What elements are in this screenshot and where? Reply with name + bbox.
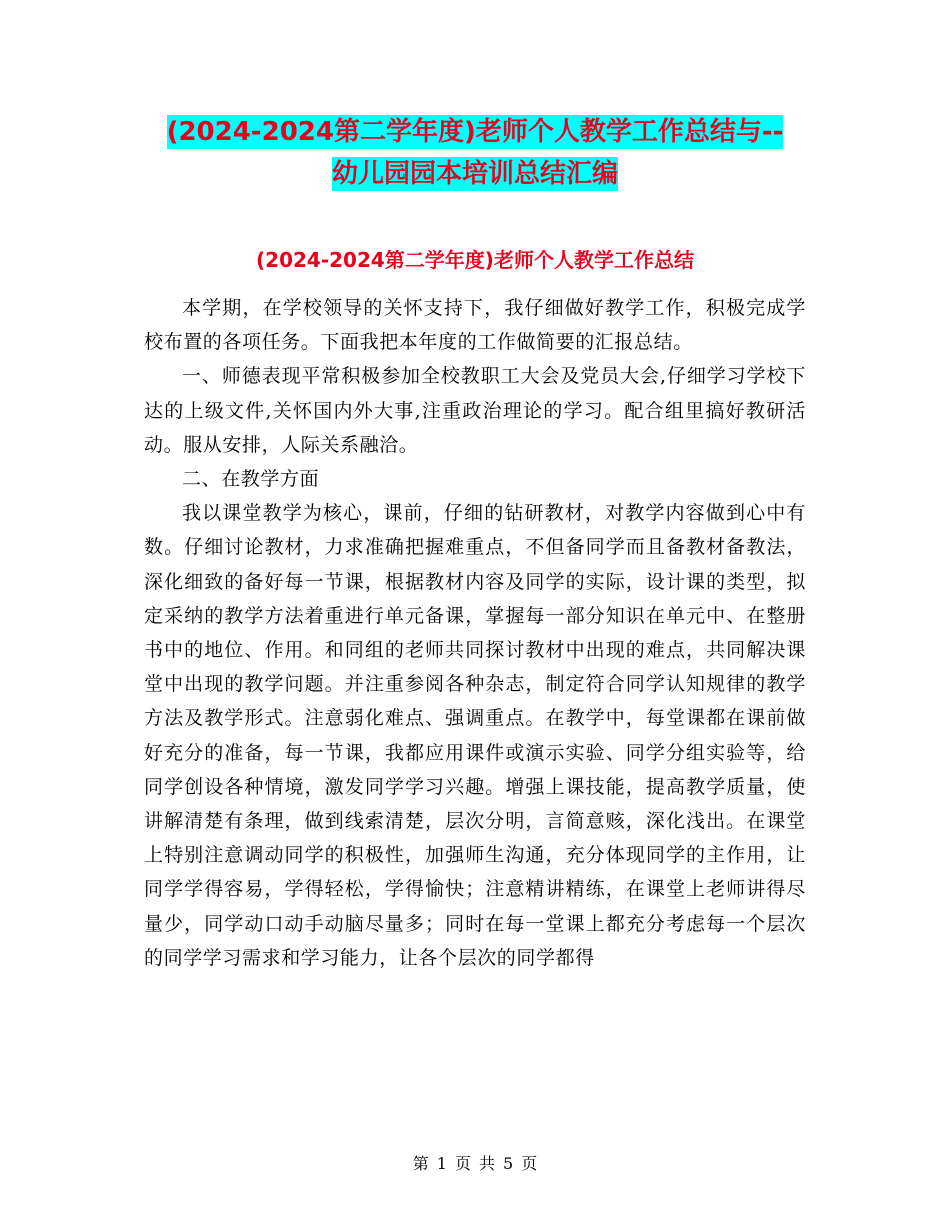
- footer-total-pages: 5: [503, 1154, 514, 1173]
- paragraph-ethics: 一、师德表现平常积极参加全校教职工大会及党员大会,仔细学习学校下达的上级文件,关怀国内外大事,注重政治理论的学习。配合组里搞好教研活动。服从安排，人际关系融洽。: [144, 365, 806, 456]
- footer-label-total: 共: [479, 1154, 496, 1173]
- document-title-text-1: (2024-2024第二学年度)老师个人教学工作总结与--: [166, 117, 784, 147]
- document-title-line-2: [0, 154, 950, 194]
- footer-label-page: 第: [412, 1154, 429, 1173]
- paragraph-intro: 本学期，在学校领导的关怀支持下，我仔细做好教学工作，积极完成学校布置的各项任务。下面我把本年度的工作做简要的汇报总结。: [144, 297, 806, 354]
- footer-label-ye: 页: [454, 1154, 471, 1173]
- document-body: [144, 291, 806, 975]
- page-footer: [0, 1152, 950, 1176]
- document-title-text-2: 幼儿园园本培训总结汇编: [331, 159, 618, 189]
- paragraph-teaching: 我以课堂教学为核心，课前，仔细的钻研教材，对教学内容做到心中有数。仔细讨论教材，力求准确把握难重点，不但备同学而且备教材备教法，深化细致的备好每一节课，根据教材内容及同学的实际，设计课的类型，拟定采纳的教学方法着重进行单元备课，掌握每一部分知识在单元中、在整册书中的地位、作用。和同组的老师共同探讨教材中出现的难点，共同解决课堂中出现的教学问题。并注重参阅各种杂志，制定符合同学认知规律的教学方法及教学形式。注意弱化难点、强调重点。在教学中，每堂课都在课前做好充分的准备，每一节课，我都应用课件或演示实验、同学分组实验等，给同学创设各种情境，激发同学学习兴趣。增强上课技能，提高教学质量，使讲解清楚有条理，做到线索清楚，层次分明，言简意赅，深化浅出。在课堂上特别注意调动同学的积极性，加强师生沟通，充分体现同学的主作用，让同学学得容易，学得轻松，学得愉快；注意精讲精练，在课堂上老师讲得尽量少，同学动口动手动脑尽量多；同时在每一堂课上都充分考虑每一个层次的同学学习需求和学习能力，让各个层次的同学都得: [144, 502, 806, 969]
- footer-label-ye2: 页: [521, 1154, 538, 1173]
- document-title-line-1: [0, 112, 950, 152]
- section-heading: (2024-2024第二学年度)老师个人教学工作总结: [256, 248, 694, 272]
- footer-page-number: 1: [436, 1154, 447, 1173]
- paragraph-teaching-heading: 二、在教学方面: [182, 468, 320, 491]
